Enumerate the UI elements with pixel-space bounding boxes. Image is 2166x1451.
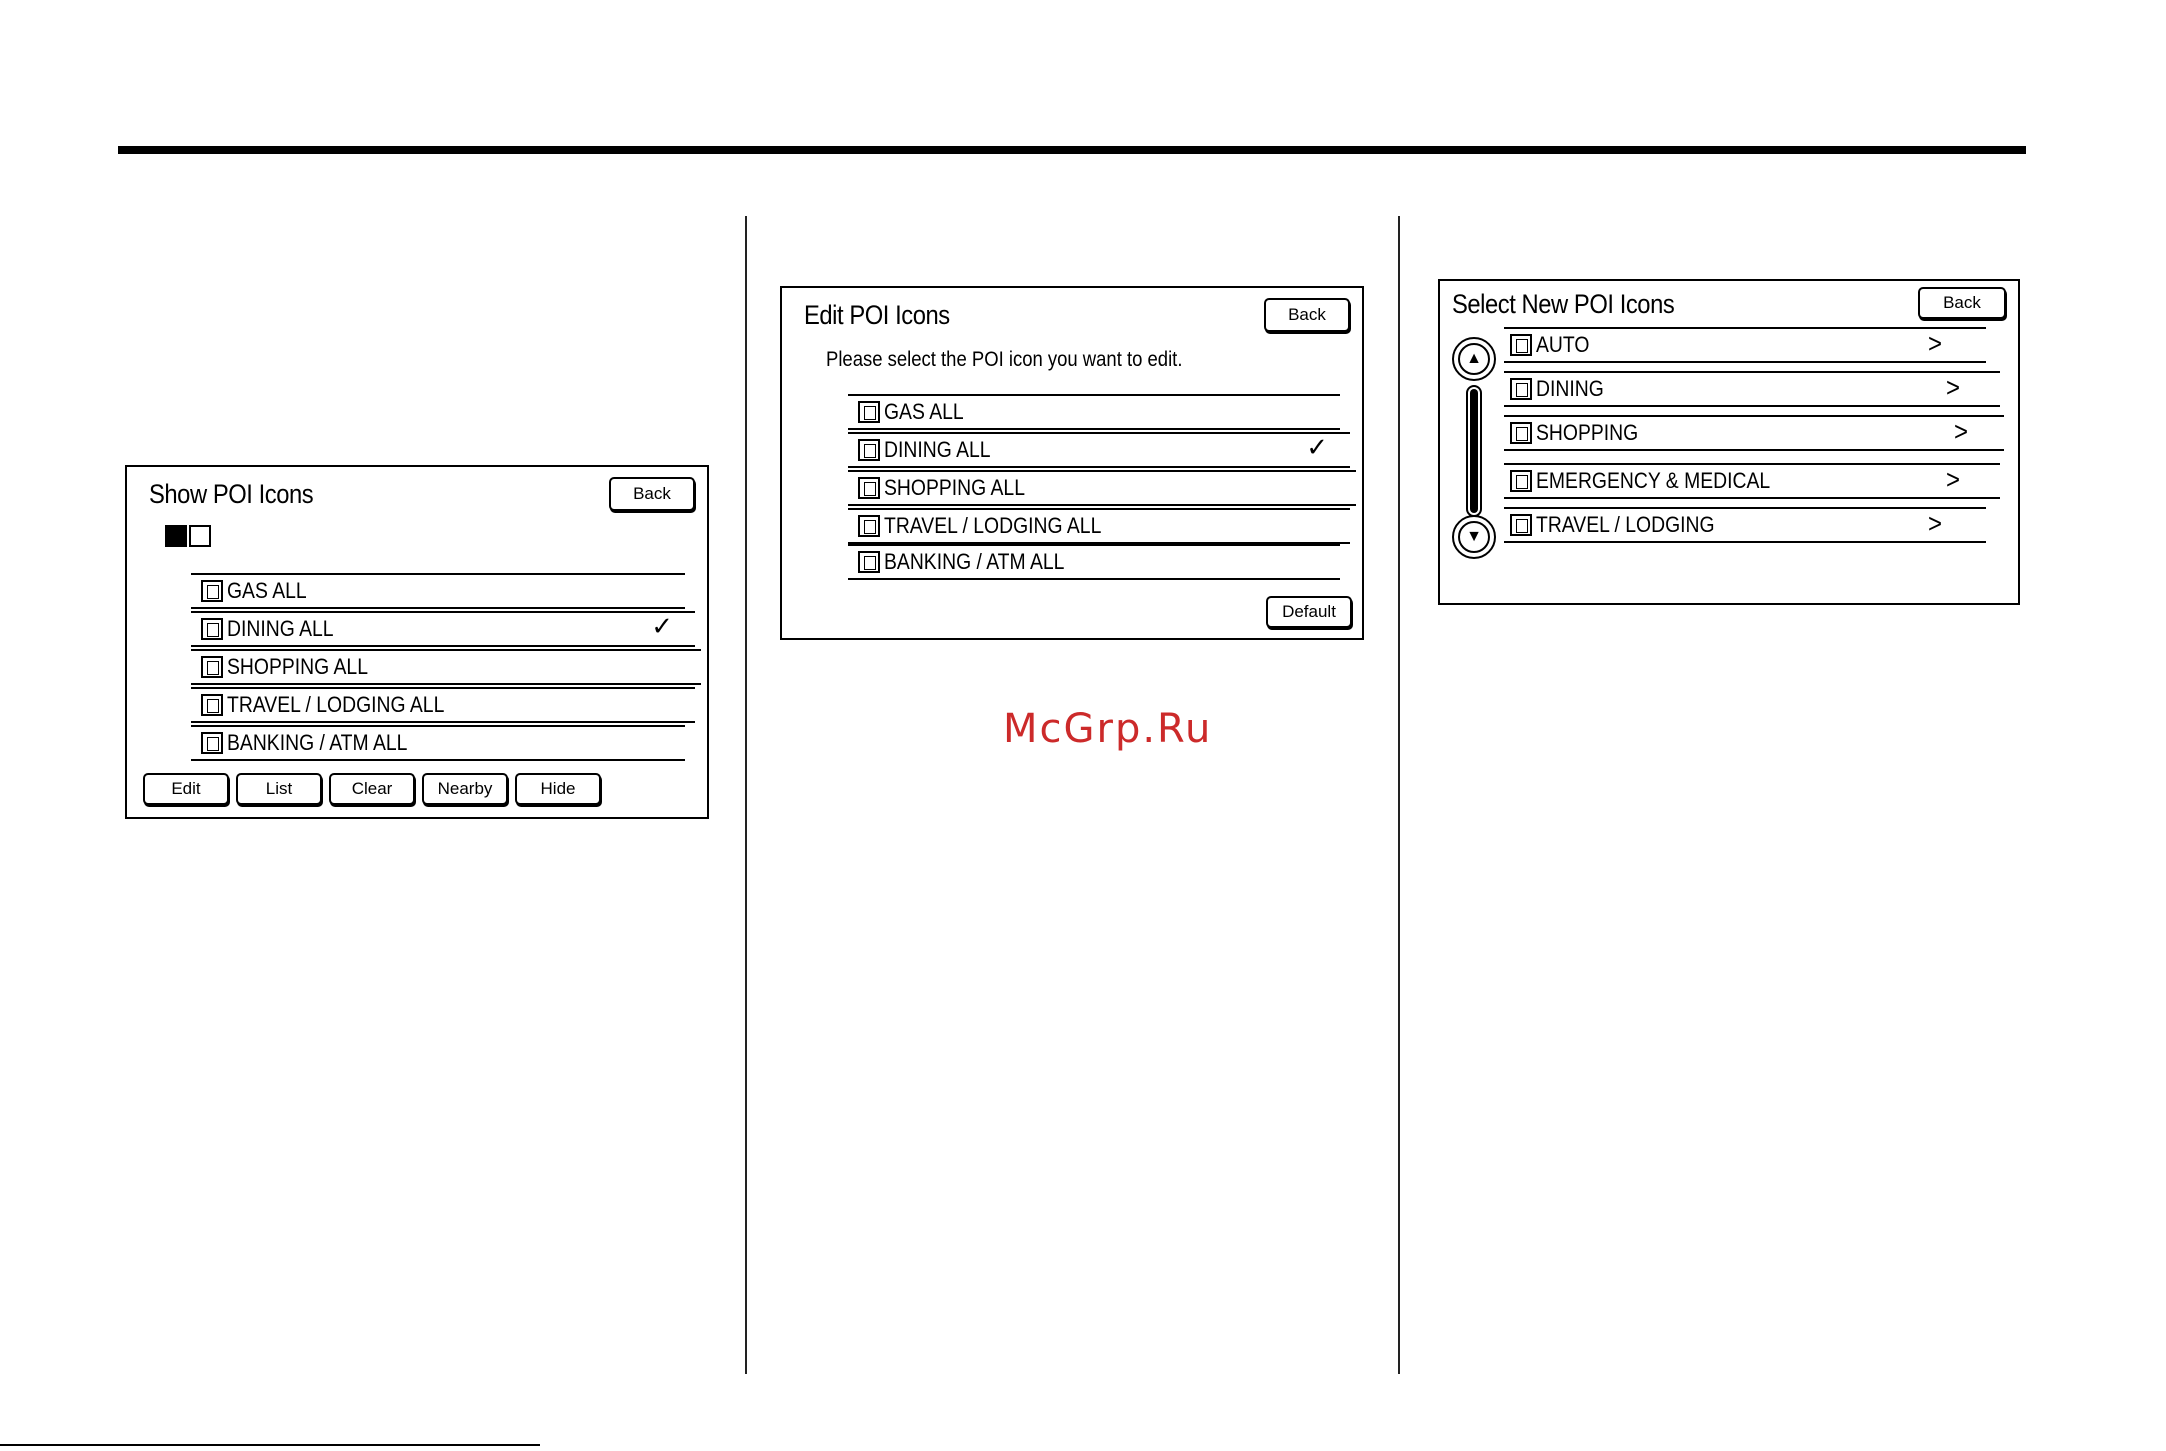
down-arrow-icon: ▼ xyxy=(1458,521,1490,553)
list-item-label: BANKING / ATM ALL xyxy=(227,730,408,755)
travel-icon xyxy=(1510,514,1532,536)
dining-icon xyxy=(858,439,880,461)
list-item-gas[interactable] xyxy=(191,573,685,609)
list-item-shopping[interactable] xyxy=(191,649,701,685)
gas-icon xyxy=(165,525,187,547)
list-item-travel[interactable] xyxy=(1504,507,1986,543)
list-item-label: SHOPPING ALL xyxy=(884,475,1025,500)
list-item-label: GAS ALL xyxy=(227,578,307,603)
instruction-text: Please select the POI icon you want to edit. xyxy=(826,348,1183,371)
banking-icon xyxy=(201,732,223,754)
dining-icon xyxy=(189,525,211,547)
chevron-right-icon: > xyxy=(1927,329,1942,360)
hide-button[interactable]: Hide xyxy=(515,773,601,805)
edit-poi-icons-screen xyxy=(780,286,1364,640)
back-button[interactable]: Back xyxy=(1918,287,2006,319)
screen-title: Show POI Icons xyxy=(149,479,314,509)
emergency-icon xyxy=(1510,470,1532,492)
scrollbar-track[interactable] xyxy=(1466,385,1482,517)
up-arrow-icon: ▲ xyxy=(1458,343,1490,375)
shopping-icon xyxy=(858,477,880,499)
column-divider xyxy=(1398,216,1400,1374)
nearby-button[interactable]: Nearby xyxy=(422,773,508,805)
show-poi-icons-screen xyxy=(125,465,709,819)
list-item-label: DINING ALL xyxy=(884,437,991,462)
chevron-right-icon: > xyxy=(1953,417,1968,448)
watermark: McGrp.Ru xyxy=(1003,706,1213,752)
list-item-label: EMERGENCY & MEDICAL xyxy=(1536,468,1771,493)
list-item-label: TRAVEL / LODGING xyxy=(1536,512,1715,537)
list-item-auto[interactable] xyxy=(1504,327,1986,363)
chevron-right-icon: > xyxy=(1927,509,1942,540)
column-divider xyxy=(745,216,747,1374)
list-item-label: GAS ALL xyxy=(884,399,964,424)
dining-icon xyxy=(201,618,223,640)
list-item-label: DINING xyxy=(1536,376,1604,401)
travel-icon xyxy=(858,515,880,537)
top-rule xyxy=(118,146,2026,154)
shopping-icon xyxy=(201,656,223,678)
travel-icon xyxy=(201,694,223,716)
active-poi-icons xyxy=(165,525,211,547)
edit-button[interactable]: Edit xyxy=(143,773,229,805)
list-item-emergency[interactable] xyxy=(1504,463,2000,499)
select-new-poi-icons-screen xyxy=(1438,279,2020,605)
list-item-label: DINING ALL xyxy=(227,616,334,641)
gas-icon xyxy=(201,580,223,602)
auto-icon xyxy=(1510,334,1532,356)
chevron-right-icon: > xyxy=(1945,465,1960,496)
list-item-dining[interactable] xyxy=(1504,371,2000,407)
list-item-travel[interactable] xyxy=(191,687,695,723)
list-item-shopping[interactable] xyxy=(1504,415,2004,451)
gas-icon xyxy=(858,401,880,423)
back-button[interactable]: Back xyxy=(609,477,695,511)
list-item-label: AUTO xyxy=(1536,332,1590,357)
list-item-label: TRAVEL / LODGING ALL xyxy=(884,513,1102,538)
default-button[interactable]: Default xyxy=(1266,596,1352,628)
list-item-travel[interactable] xyxy=(848,508,1350,544)
screen-title: Select New POI Icons xyxy=(1452,289,1675,319)
scrollbar-thumb[interactable] xyxy=(1470,389,1478,513)
list-item-label: BANKING / ATM ALL xyxy=(884,549,1065,574)
banking-icon xyxy=(858,551,880,573)
list-item-banking[interactable] xyxy=(191,725,685,761)
list-item-label: SHOPPING xyxy=(1536,420,1639,445)
screen-title: Edit POI Icons xyxy=(804,300,950,330)
list-item-label: TRAVEL / LODGING ALL xyxy=(227,692,445,717)
chevron-right-icon: > xyxy=(1945,373,1960,404)
list-item-dining[interactable] xyxy=(191,611,695,647)
checkmark-icon: ✓ xyxy=(651,611,673,641)
list-item-gas[interactable] xyxy=(848,394,1340,430)
shopping-icon xyxy=(1510,422,1532,444)
back-button[interactable]: Back xyxy=(1264,298,1350,332)
list-item-label: SHOPPING ALL xyxy=(227,654,368,679)
list-button[interactable]: List xyxy=(236,773,322,805)
list-item-dining[interactable] xyxy=(848,432,1350,468)
dining-icon xyxy=(1510,378,1532,400)
clear-button[interactable]: Clear xyxy=(329,773,415,805)
scroll-down-button[interactable] xyxy=(1452,515,1496,559)
footer-rule xyxy=(0,1444,540,1446)
scroll-up-button[interactable] xyxy=(1452,337,1496,381)
checkmark-icon: ✓ xyxy=(1306,432,1328,462)
list-item-shopping[interactable] xyxy=(848,470,1356,506)
list-item-banking[interactable] xyxy=(848,544,1340,580)
